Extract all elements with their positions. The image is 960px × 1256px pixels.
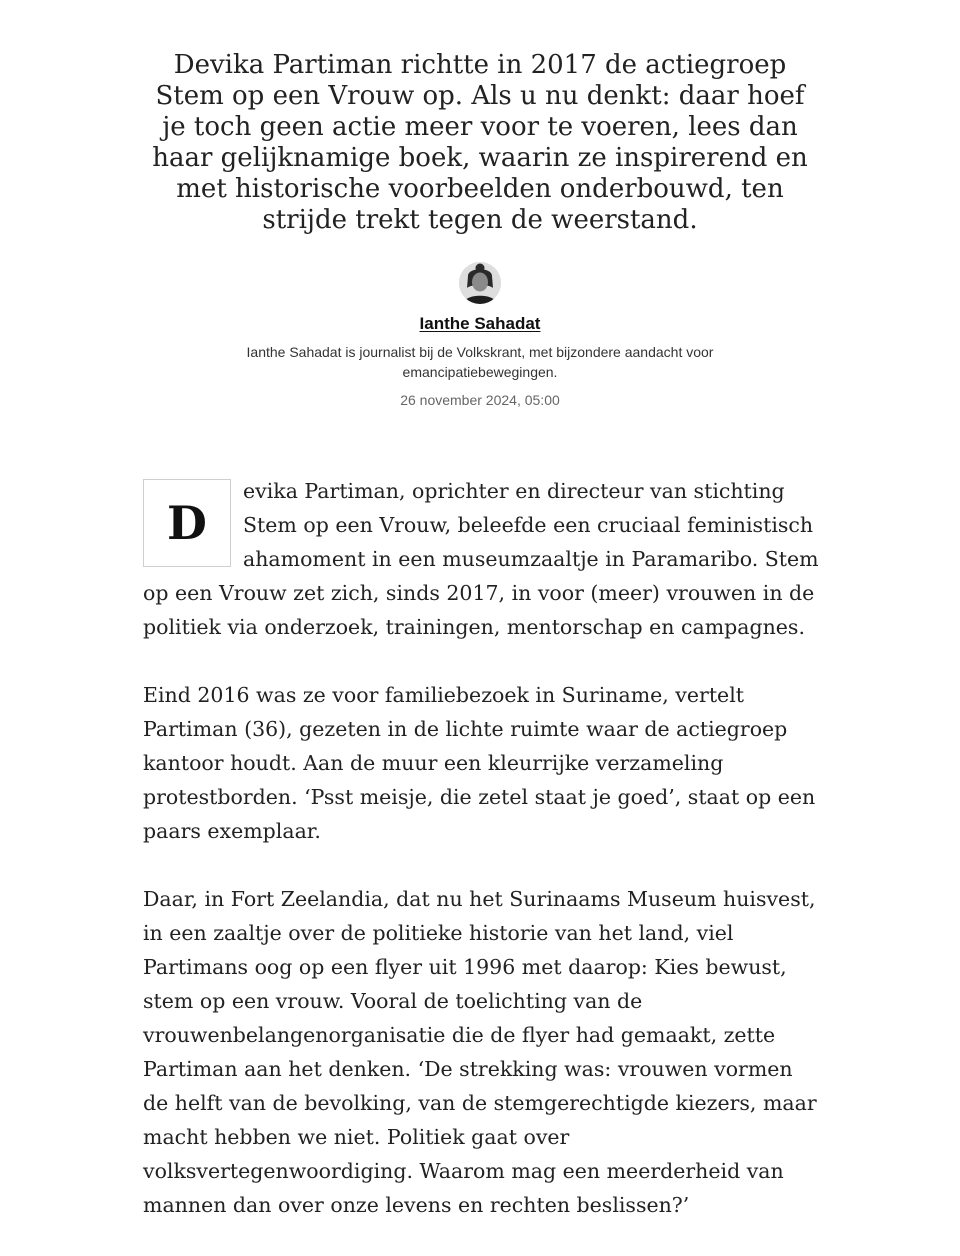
publication-date: 26 november 2024, 05:00	[400, 392, 560, 408]
article-paragraph-2: Eind 2016 was ze voor familiebezoek in Suriname, vertelt Partiman (36), gezeten in de lichte ruimte waar de actiegroep kantoor houdt. Aan de muur een kleurrijke verzameling protestborden. ‘Psst meisje, die zetel staat je goed’, staat op een paars exemplaar.	[143, 683, 816, 843]
drop-cap: D	[143, 479, 231, 567]
author-byline	[180, 262, 780, 408]
article-paragraph-3: Daar, in Fort Zeelandia, dat nu het Surinaams Museum huisvest, in een zaaltje over de politieke historie van het land, viel Partimans oog op een flyer uit 1996 met daarop: Kies bewust, stem op een vrouw. Vooral de toelichting van de vrouwenbelangenorganisatie die de flyer had gemaakt, zette Partiman aan het denken. ‘De strekking was: vrouwen vormen de helft van de bevolking, van de stemgerechtigde kiezers, maar macht hebben we niet. Politiek gaat over volksvertegenwoordiging. Waarom mag een meerderheid van mannen dan over onze levens en rechten beslissen?’	[143, 887, 817, 1217]
author-portrait-icon	[459, 262, 501, 304]
article-paragraph-1: evika Partiman, oprichter en directeur van stichting Stem op een Vrouw, beleefde een cruciaal feministisch ahamoment in een museumzaaltje in Paramaribo. Stem op een Vrouw zet zich, sinds 2017, in voor (meer) vrouwen in de politiek via onderzoek, trainingen, mentorschap en campagnes.	[143, 479, 819, 639]
author-avatar[interactable]	[459, 262, 501, 304]
author-bio: Ianthe Sahadat is journalist bij de Volkskrant, met bijzondere aandacht voor emancipatiebewegingen.	[246, 344, 714, 380]
intro-lead: Devika Partiman richtte in 2017 de actiegroep Stem op een Vrouw op. Als u nu denkt: daar hoef je toch geen actie meer voor te voeren, lees dan haar gelijknamige boek, waarin ze inspirerend en met historische voorbeelden onderbouwd, ten strijde trekt tegen de weerstand.	[152, 50, 808, 235]
author-name-link[interactable]: Ianthe Sahadat	[419, 314, 541, 333]
article-body	[143, 474, 820, 1256]
